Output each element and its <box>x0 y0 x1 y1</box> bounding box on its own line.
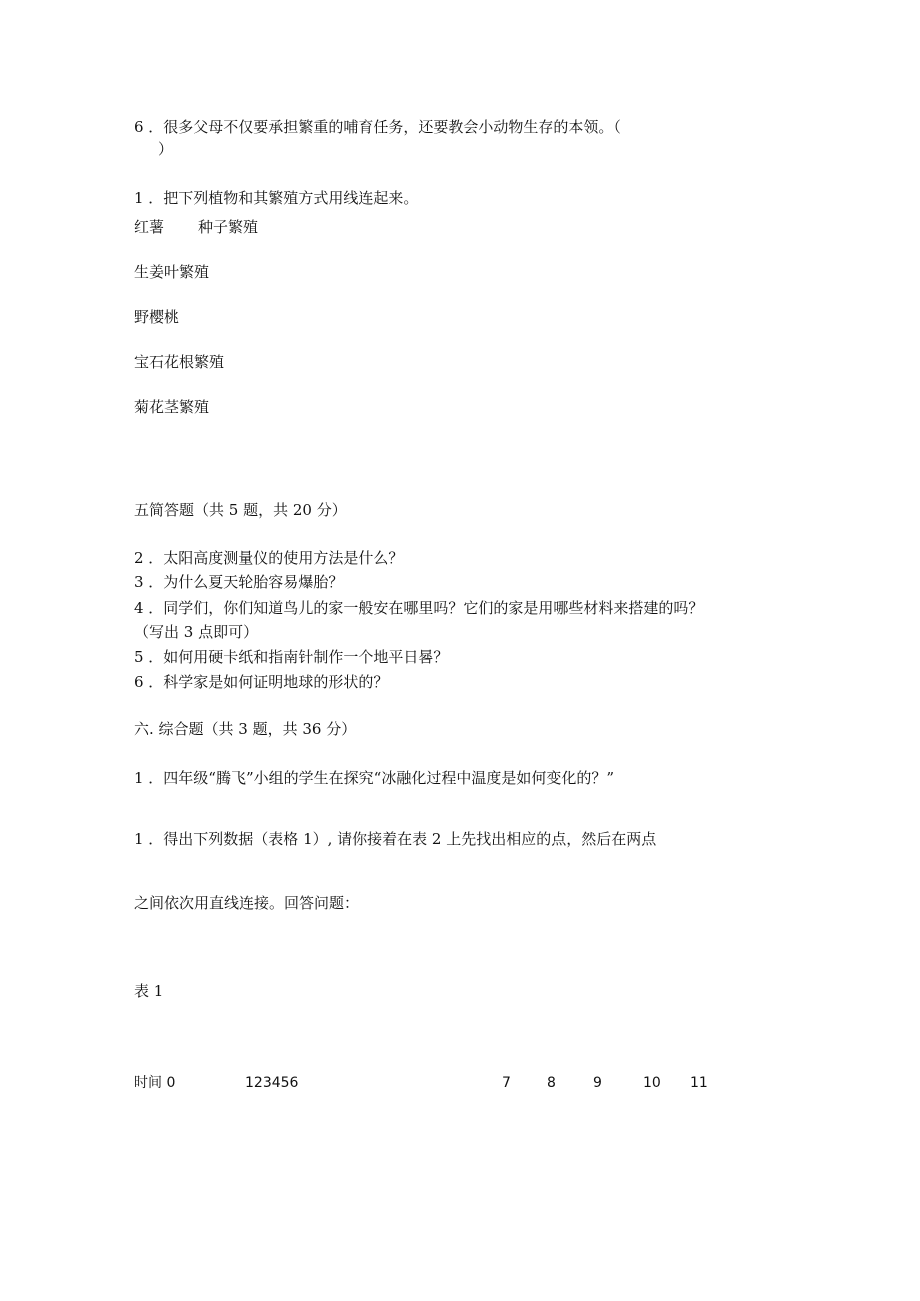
time-cell-9: 9 <box>593 1075 602 1091</box>
section5-q6: 6 ．科学家是如何证明地球的形状的？ <box>134 673 389 691</box>
section5-q3: 3 ．为什么夏天轮胎容易爆胎？ <box>134 573 344 591</box>
section6-q1-sub-line1: 1 ．得出下列数据（表格 1）, 请你接着在表 2 上先找出相应的点，然后在两点 <box>134 830 657 848</box>
section5-q4-line2: （写出 3 点即可） <box>134 623 259 641</box>
matching-row5: 菊花茎繁殖 <box>134 398 210 416</box>
section5-q2: 2 ．太阳高度测量仪的使用方法是什么？ <box>134 549 404 567</box>
matching-row3: 野樱桃 <box>134 308 180 326</box>
time-row-label: 时间 0 <box>134 1075 176 1091</box>
time-cell-10: 10 <box>643 1075 661 1091</box>
q6-text-line1: 6 ．很多父母不仅要承担繁重的哺育任务，还要教会小动物生存的本领。（ <box>134 118 621 136</box>
matching-row1-plant: 红薯 <box>134 218 165 236</box>
matching-row1-method: 种子繁殖 <box>198 218 259 236</box>
matching-prompt: 1 ．把下列植物和其繁殖方式用线连起来。 <box>134 189 419 207</box>
section6-q1-sub-line2: 之间依次用直线连接。回答问题： <box>134 894 360 912</box>
time-cell-7: 7 <box>502 1075 511 1091</box>
section5-q4-line1: 4 ．同学们，你们知道鸟儿的家一般安在哪里吗？它们的家是用哪些材料来搭建的吗？ <box>134 599 704 617</box>
table-label: 表 1 <box>134 982 164 1000</box>
time-cell-11: 11 <box>690 1075 708 1091</box>
q6-text-line2: ） <box>158 140 174 158</box>
time-cell-8: 8 <box>547 1075 556 1091</box>
section5-q5: 5 ．如何用硬卡纸和指南针制作一个地平日晷？ <box>134 648 449 666</box>
section6-q1-intro: 1 ．四年级“腾飞”小组的学生在探究“冰融化过程中温度是如何变化的？” <box>134 769 614 787</box>
section6-heading: 六. 综合题（共 3 题，共 36 分） <box>134 720 357 738</box>
time-row-group: 123456 <box>245 1075 299 1091</box>
matching-row2: 生姜叶繁殖 <box>134 263 210 281</box>
section5-heading: 五简答题（共 5 题，共 20 分） <box>134 501 347 519</box>
matching-row4: 宝石花根繁殖 <box>134 353 225 371</box>
